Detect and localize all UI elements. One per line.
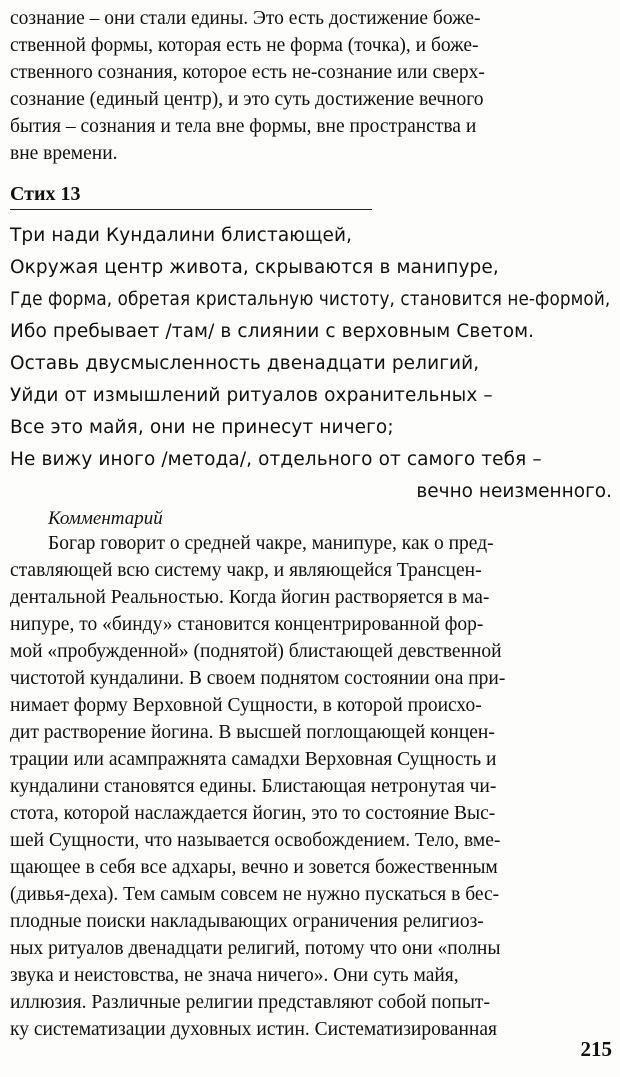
commentary-line: чистотой кундалини. В своем поднятом состоянии она при- [10, 668, 506, 689]
commentary-line: Богар говорит о средней чакре, манипуре, как о пред- [48, 533, 494, 554]
commentary-line: нимает форму Верховной Сущности, в которой происхо- [10, 695, 482, 716]
commentary-line: шей Сущности, что называется освобождением. Тело, вме- [10, 830, 501, 851]
commentary-line: щающее в себя все адхары, вечно и зовется божественным [10, 857, 498, 878]
commentary-line: ных ритуалов двенадцати религий, потому что они «полны [10, 938, 501, 959]
intro-line: ственной формы, которая есть не форма (точка), и боже- [10, 35, 479, 56]
commentary-line: ку систематизации духовных истин. Систематизированная [10, 1019, 497, 1040]
commentary-line: мой «пробужденной» (поднятой) блистающей девственной [10, 641, 502, 662]
verse-line: Где форма, обретая кристальную чистоту, становится не-формой, [10, 289, 611, 310]
page-number: 215 [580, 1037, 612, 1061]
commentary-line: кундалини становятся едины. Блистающая нетронутая чи- [10, 776, 497, 797]
verse-line: Все это майя, они не принесут ничего; [10, 417, 394, 438]
commentary-line: дит растворение йогина. В высшей поглощающей концен- [10, 722, 495, 743]
commentary-line: звука и неистовства, не знача ничего». Они суть майя, [10, 965, 459, 986]
intro-line: сознание (единый центр), и это суть достижение вечного [10, 89, 484, 110]
verse-line: Окружая центр живота, скрываются в манипуре, [10, 257, 499, 278]
commentary-line: плодные поиски накладывающих ограничения религиоз- [10, 911, 484, 932]
intro-line: бытия – сознания и тела вне формы, вне пространства и [10, 116, 477, 137]
verse-line: Не вижу иного /метода/, отдельного от самого тебя – [10, 449, 542, 470]
commentary-line: стота, которой наслаждается йогин, это то состояние Выс- [10, 803, 496, 824]
commentary-line: иллюзия. Различные религии представляют собой попыт- [10, 992, 490, 1013]
verse-last-line: вечно неизменного. [416, 481, 612, 502]
heading-underline [10, 209, 372, 210]
verse-heading: Стих 13 [10, 183, 81, 205]
verse-line: Три нади Кундалини блистающей, [10, 225, 353, 246]
commentary-line: ставляющей всю систему чакр, и являющейся Трансцен- [10, 560, 482, 581]
intro-line: ственного сознания, которое есть не-сознание или сверх- [10, 62, 485, 83]
verse-line: Оставь двусмысленность двенадцати религий, [10, 353, 480, 374]
verse-line: Ибо пребывает /там/ в слиянии с верховным Светом. [10, 321, 535, 342]
commentary-line: дентальной Реальностью. Когда йогин растворяется в ма- [10, 587, 490, 608]
commentary-line: нипуре, то «бинду» становится концентрированной фор- [10, 614, 484, 635]
intro-line: сознание – они стали едины. Это есть достижение боже- [10, 8, 481, 29]
commentary-line: трации или асампражнята самадхи Верховная Сущность и [10, 749, 497, 770]
intro-line: вне времени. [10, 143, 118, 164]
commentary-line: (дивья-деха). Тем самым совсем не нужно пускаться в бес- [10, 884, 500, 905]
verse-line: Уйди от измышлений ритуалов охранительных – [10, 385, 493, 406]
commentary-heading: Комментарий [48, 508, 163, 529]
